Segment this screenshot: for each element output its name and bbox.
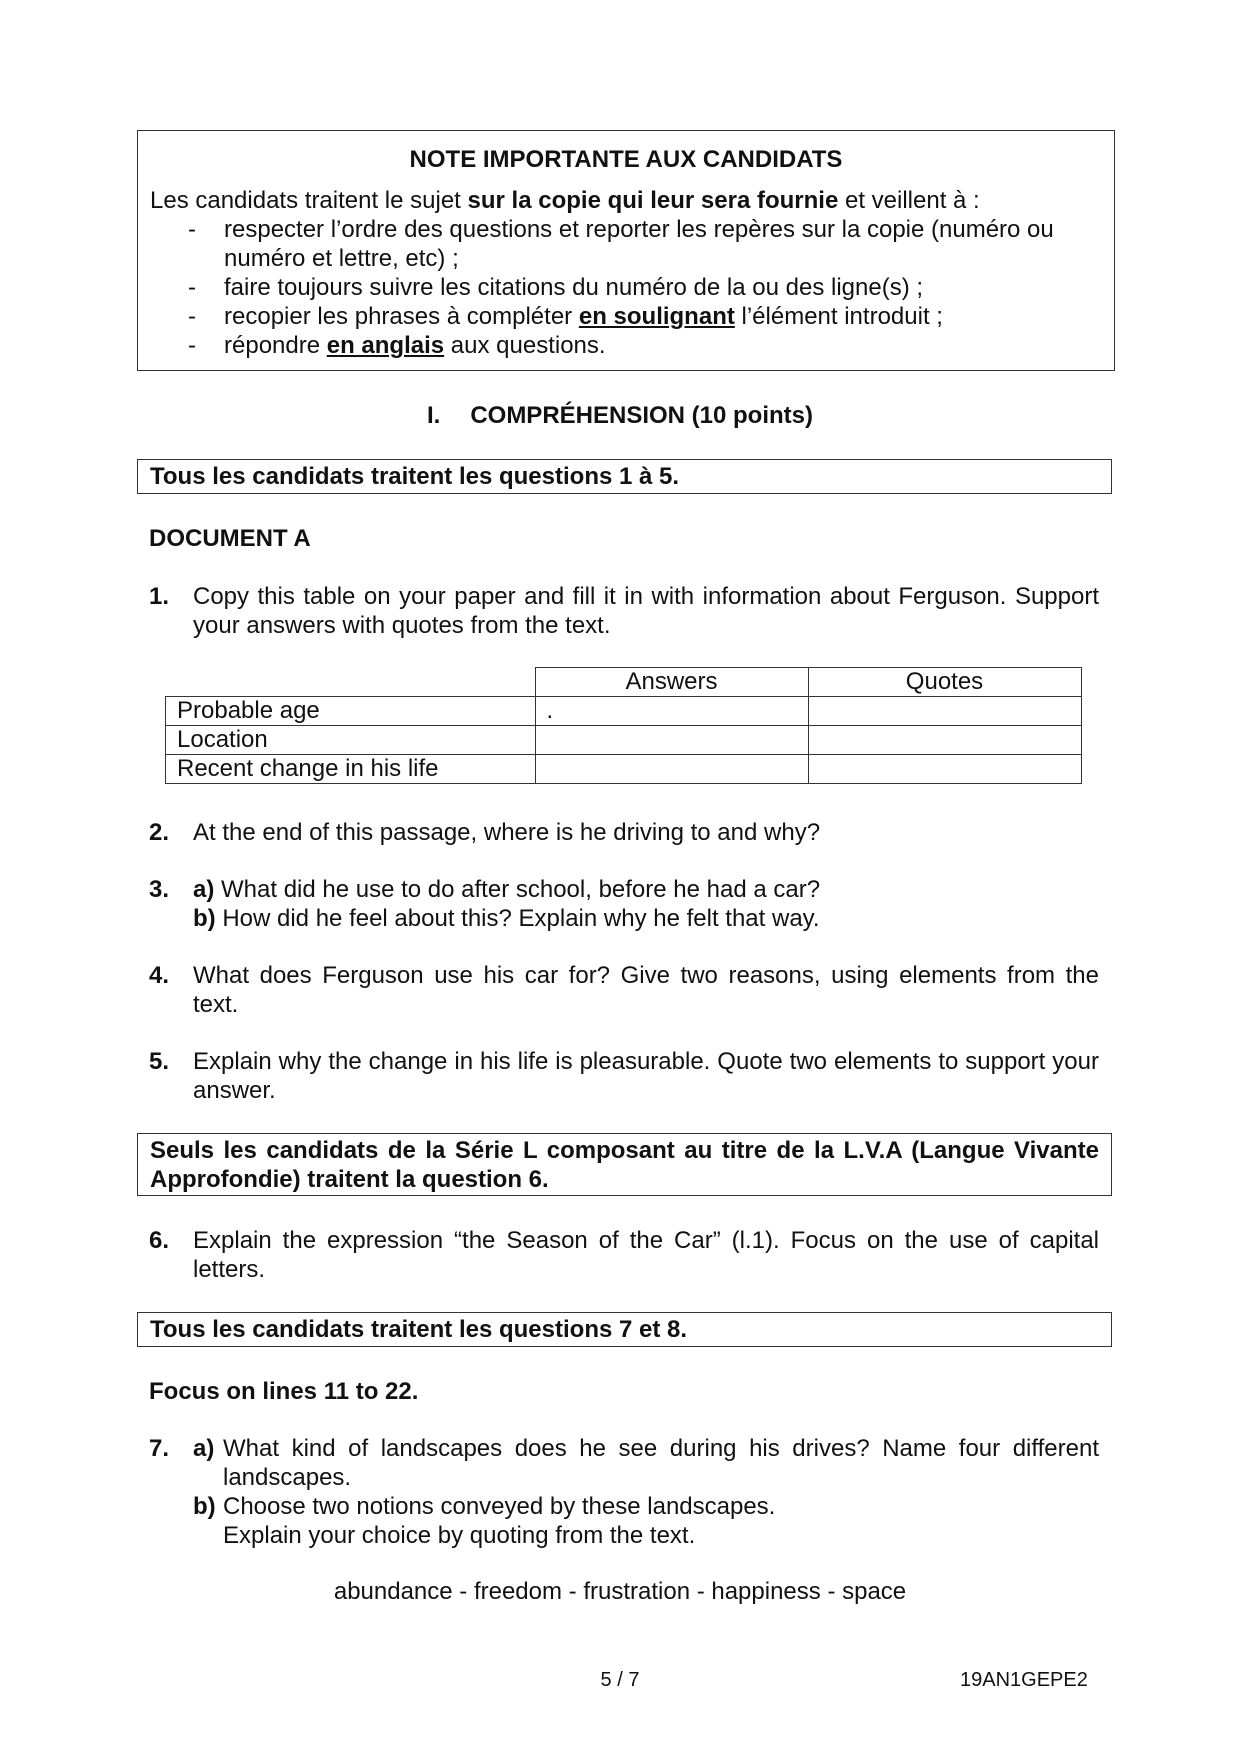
bullet-dash: - xyxy=(188,216,196,243)
bullet-dash: - xyxy=(188,303,196,330)
sub-text: Choose two notions conveyed by these landscapes. xyxy=(223,1493,776,1520)
table-corner xyxy=(166,668,536,697)
question-number: 7. xyxy=(149,1435,170,1462)
note-box xyxy=(137,130,1115,371)
sub-question-b xyxy=(193,904,1099,933)
table-cell-answer xyxy=(535,726,808,755)
question-6 xyxy=(149,1226,1099,1284)
focus-note: Focus on lines 11 to 22. xyxy=(149,1378,419,1405)
sub-text: How did he feel about this? Explain why he felt that way. xyxy=(215,905,820,932)
note-bullet-4-post: aux questions. xyxy=(444,332,606,359)
note-title: NOTE IMPORTANTE AUX CANDIDATS xyxy=(409,146,843,173)
table-row-label: Recent change in his life xyxy=(166,755,536,784)
note-bullet-3-text xyxy=(224,302,1068,331)
question-number: 4. xyxy=(149,962,170,989)
section-title-text: COMPRÉHENSION (10 points) xyxy=(470,402,814,429)
question-text xyxy=(193,875,1099,933)
note-bullet-1-text: respecter l’ordre des questions et reporter les repères sur la copie (numéro ou numéro et lettre, etc) ; xyxy=(224,216,1054,272)
question-text: Explain why the change in his life is pleasurable. Quote two elements to support your answer. xyxy=(193,1048,1099,1104)
question-text: Copy this table on your paper and fill it in with information about Ferguson. Support your answers with quotes from the text. xyxy=(193,583,1099,639)
question-3 xyxy=(149,875,1099,933)
note-intro-end: et veillent à : xyxy=(838,187,980,214)
sub-label: b) xyxy=(193,905,216,932)
sub-question-a xyxy=(193,875,1099,904)
sub-question-a xyxy=(193,1434,1099,1492)
table-cell-quote xyxy=(808,726,1081,755)
notions-list: abundance - freedom - frustration - happiness - space xyxy=(333,1578,907,1605)
document-code: 19AN1GEPE2 xyxy=(960,1669,1088,1691)
answer-table xyxy=(165,667,1082,784)
instruction-banner-2: Seuls les candidats de la Série L composant au titre de la L.V.A (Langue Vivante Approfondie) traitent la question 6. xyxy=(137,1133,1112,1196)
question-4 xyxy=(149,961,1099,1019)
table-header-quotes: Quotes xyxy=(808,668,1081,697)
note-intro xyxy=(150,186,980,215)
question-text: At the end of this passage, where is he driving to and why? xyxy=(193,819,821,846)
question-text: Explain the expression “the Season of the Car” (l.1). Focus on the use of capital letters. xyxy=(193,1227,1099,1283)
question-text: What does Ferguson use his car for? Give two reasons, using elements from the text. xyxy=(193,962,1099,1018)
section-number: I. xyxy=(426,402,441,429)
question-1 xyxy=(149,582,1099,640)
section-title xyxy=(0,401,1240,430)
note-bullet-4-underlined: en anglais xyxy=(326,332,445,359)
sub-label: a) xyxy=(193,1435,215,1462)
table-row-label: Location xyxy=(166,726,536,755)
note-bullet-2 xyxy=(188,273,1068,302)
question-number: 5. xyxy=(149,1048,170,1075)
sub-question-b xyxy=(193,1492,1099,1521)
sub-label: a) xyxy=(193,876,215,903)
bullet-dash: - xyxy=(188,274,196,301)
note-bullet-4-text xyxy=(224,331,1068,360)
sub-text: What kind of landscapes does he see during his drives? Name four different landscapes. xyxy=(223,1435,1099,1491)
table-row xyxy=(166,726,1082,755)
page-number: 5 / 7 xyxy=(600,1669,640,1691)
instruction-banner-3: Tous les candidats traitent les questions 7 et 8. xyxy=(137,1312,1112,1347)
note-bullet-3-pre: recopier les phrases à compléter xyxy=(224,303,579,330)
sub-label: b) xyxy=(193,1493,216,1520)
table-cell-answer: . xyxy=(535,697,808,726)
table-row-label: Probable age xyxy=(166,697,536,726)
note-intro-bold: sur la copie qui leur sera fournie xyxy=(467,187,839,214)
note-intro-text: Les candidats traitent le sujet xyxy=(150,187,468,214)
bullet-dash: - xyxy=(188,332,196,359)
document-label: DOCUMENT A xyxy=(149,525,311,552)
instruction-banner-1: Tous les candidats traitent les questions 1 à 5. xyxy=(137,459,1112,494)
question-number: 6. xyxy=(149,1227,170,1254)
note-bullet-3 xyxy=(188,302,1068,331)
sub-text-continued: Explain your choice by quoting from the text. xyxy=(223,1522,696,1549)
table-cell-answer xyxy=(535,755,808,784)
table-header-row xyxy=(166,668,1082,697)
table-cell-quote xyxy=(808,755,1081,784)
question-7 xyxy=(149,1434,1099,1550)
note-bullet-3-underlined: en soulignant xyxy=(578,303,735,330)
table-cell-quote xyxy=(808,697,1081,726)
note-bullet-4 xyxy=(188,331,1068,360)
table-row xyxy=(166,755,1082,784)
question-number: 3. xyxy=(149,876,170,903)
note-bullet-1 xyxy=(188,215,1068,273)
question-2 xyxy=(149,818,1099,847)
question-number: 1. xyxy=(149,583,170,610)
note-bullet-4-pre: répondre xyxy=(224,332,327,359)
table-row xyxy=(166,697,1082,726)
question-5 xyxy=(149,1047,1099,1105)
question-number: 2. xyxy=(149,819,170,846)
table-header-answers: Answers xyxy=(535,668,808,697)
note-bullet-2-text: faire toujours suivre les citations du numéro de la ou des ligne(s) ; xyxy=(224,274,924,301)
sub-text: What did he use to do after school, before he had a car? xyxy=(214,876,821,903)
note-bullet-3-post: l’élément introduit ; xyxy=(734,303,943,330)
question-text xyxy=(193,1434,1099,1550)
